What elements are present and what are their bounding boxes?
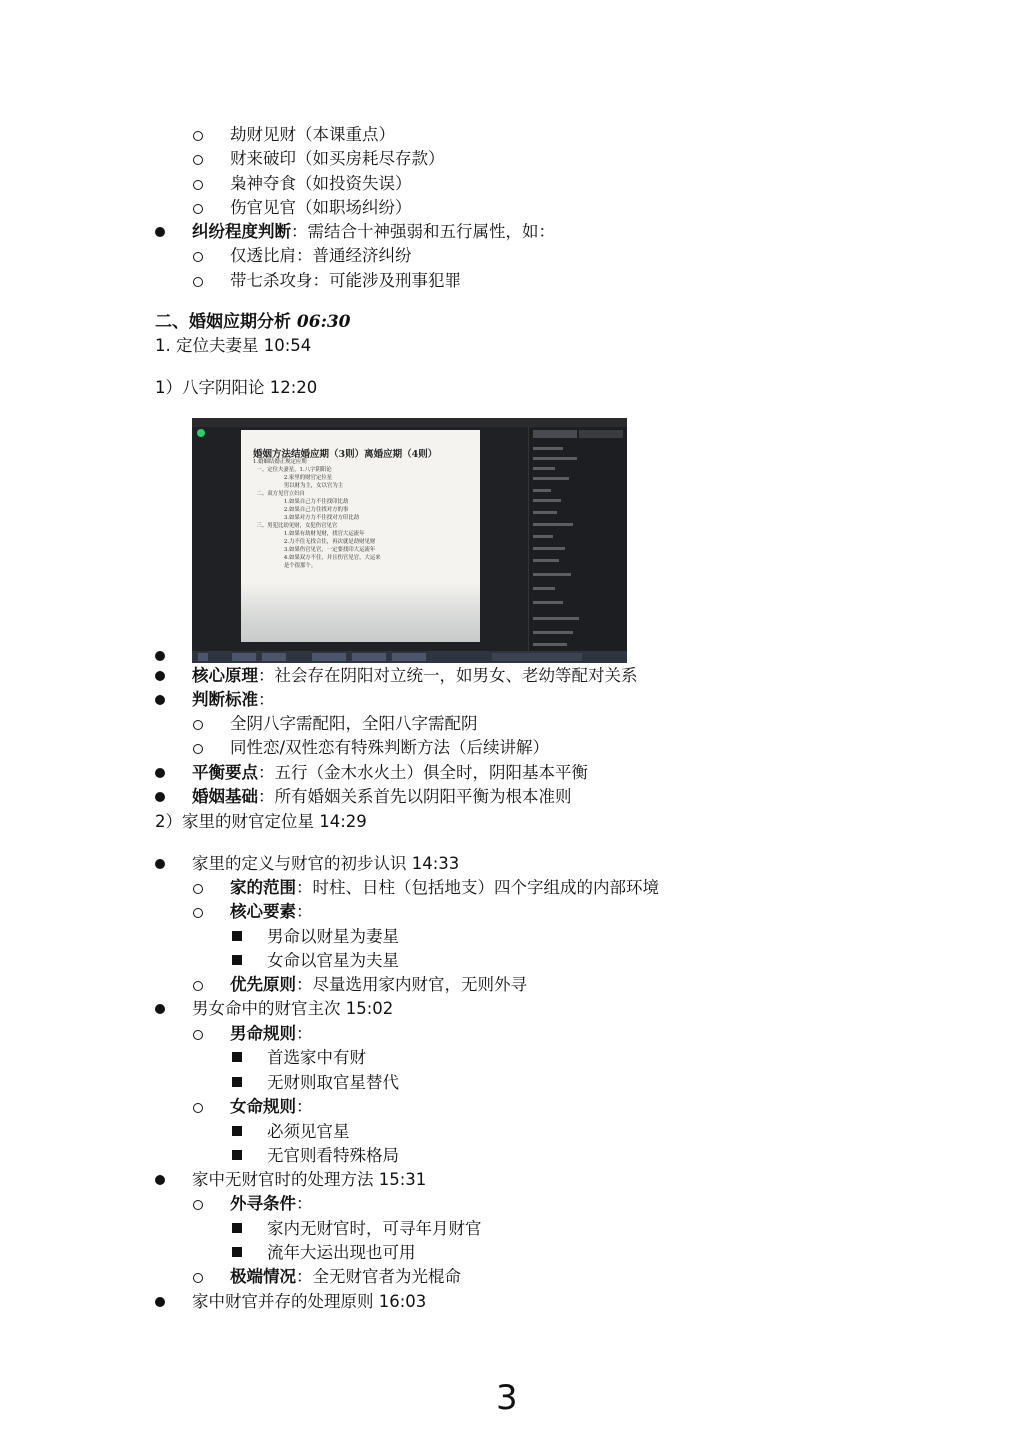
circle-bullet (193, 1273, 203, 1283)
dot-bullet (155, 695, 165, 705)
taskbar-app (352, 653, 386, 661)
list-item (230, 1193, 313, 1215)
list-item: 女命以官星为夫星 (267, 951, 399, 970)
dot-bullet (155, 1004, 165, 1014)
item-label: 极端情况 (230, 1267, 296, 1286)
item-label: 婚姻基础 (192, 787, 258, 806)
circle-bullet (193, 252, 203, 262)
circle-bullet (193, 884, 203, 894)
taskbar (192, 651, 627, 663)
circle-bullet (193, 1030, 203, 1040)
side-panel (528, 427, 627, 653)
dot-bullet (155, 1175, 165, 1185)
square-bullet (232, 931, 242, 941)
panel-row (533, 467, 555, 470)
item-label: 家的范围 (230, 878, 296, 897)
list-item: 全阴八字需配阳，全阳八字需配阴 (230, 714, 478, 733)
item-text: ：社会存在阴阳对立统一，如男女、老幼等配对关系 (258, 666, 638, 685)
list-item: 流年大运出现也可用 (267, 1243, 416, 1262)
list-item (230, 901, 313, 923)
item-text: ：全无财官者为光棍命 (296, 1267, 461, 1286)
item-text: ： (296, 1097, 313, 1116)
circle-bullet (193, 204, 203, 214)
panel-row (533, 457, 577, 460)
list-item: 男命以财星为妻星 (267, 927, 399, 946)
list-item (192, 221, 555, 243)
window-titlebar (192, 418, 627, 427)
lecture-screenshot (192, 418, 627, 663)
dot-bullet (155, 671, 165, 681)
list-item (192, 689, 275, 711)
circle-bullet (193, 155, 203, 165)
list-item (230, 1096, 313, 1118)
list-item: 家中无财官时的处理方法 15:31 (192, 1170, 427, 1189)
list-item: 同性恋/双性恋有特殊判断方法（后续讲解） (230, 738, 550, 757)
list-item: 家里的定义与财官的初步认识 14:33 (192, 854, 460, 873)
list-item (230, 1266, 461, 1288)
circle-bullet (193, 180, 203, 190)
item-label: 判断标准 (192, 690, 258, 709)
panel-row (533, 643, 567, 646)
item-text: ： (258, 690, 275, 709)
lecture-slide (241, 430, 480, 642)
list-item: 必须见官星 (267, 1122, 350, 1141)
taskbar-app (262, 653, 286, 661)
panel-row (533, 489, 551, 492)
panel-row (533, 511, 557, 514)
dot-bullet (155, 859, 165, 869)
list-item (192, 762, 588, 784)
list-item: 带七杀攻身：可能涉及刑事犯罪 (230, 271, 461, 290)
list-item: 无官则看特殊格局 (267, 1146, 399, 1165)
panel-row (533, 587, 555, 590)
item-label: 平衡要点 (192, 763, 258, 782)
item-label: 优先原则 (230, 975, 296, 994)
square-bullet (232, 1247, 242, 1257)
section-title: 二、婚姻应期分析 (155, 312, 297, 332)
panel-row (533, 535, 553, 538)
item-label: 外寻条件 (230, 1194, 296, 1213)
circle-bullet (193, 908, 203, 918)
taskbar-app (232, 653, 256, 661)
item-text: ： (296, 1024, 313, 1043)
panel-row (533, 499, 561, 502)
list-item: 劫财见财（本课重点） (230, 125, 395, 144)
item-label: 核心要素 (230, 902, 296, 921)
square-bullet (232, 1052, 242, 1062)
item-text: ： (296, 902, 313, 921)
panel-row (533, 477, 569, 480)
list-item: 男女命中的财官主次 15:02 (192, 999, 394, 1018)
item-text: ：时柱、日柱（包括地支）四个字组成的内部环境 (296, 878, 659, 897)
panel-tab (579, 430, 623, 438)
status-indicator-icon (197, 429, 205, 437)
list-item: 枭神夺食（如投资失误） (230, 174, 412, 193)
circle-bullet (193, 1200, 203, 1210)
panel-row (533, 523, 573, 526)
square-bullet (232, 1077, 242, 1087)
panel-row (533, 447, 563, 450)
item-label: 女命规则 (230, 1097, 296, 1116)
dot-bullet (155, 651, 165, 661)
taskbar-app (392, 653, 426, 661)
system-tray (492, 653, 582, 661)
subheading: 2）家里的财官定位星 14:29 (155, 812, 367, 831)
list-item (192, 665, 638, 687)
panel-row (533, 617, 579, 620)
start-icon (198, 653, 208, 661)
slide-body: 1.婚姻结婚正规定应期 一、定位夫妻星，1.八字阴阳论 2.家里的财官定位星 男以财为主，女以官为主 二、双方见官立妇自 1.如果自己力不住找印比劫 2.如果自己力住找对方的事 3.如果对方力不住找对方印比劫 三、男犯比劫见财，女犯伤官见官 1.如果有劫财见财，找官大运流年 2.力不住无找合住，再次就是劫财见财 3.如果伤官见官，一定要找印大运流年 4.如果双方不住，并且伤官见官，大运来 是个很那个。 (253, 459, 381, 569)
dot-bullet (155, 768, 165, 778)
list-item (230, 974, 527, 996)
circle-bullet (193, 277, 203, 287)
item-text: ：五行（金木水火土）俱全时，阴阳基本平衡 (258, 763, 588, 782)
item-text: ：尽量选用家内财官，无则外寻 (296, 975, 527, 994)
subheading: 1. 定位夫妻星 10:54 (155, 336, 312, 355)
panel-row (533, 559, 559, 562)
list-item: 首选家中有财 (267, 1048, 366, 1067)
item-label: 纠纷程度判断 (192, 222, 291, 241)
list-item: 财来破印（如买房耗尽存款） (230, 149, 445, 168)
list-item: 无财则取官星替代 (267, 1073, 399, 1092)
panel-row (533, 573, 571, 576)
square-bullet (232, 955, 242, 965)
circle-bullet (193, 720, 203, 730)
panel-row (533, 547, 565, 550)
section-time: 06:30 (296, 312, 351, 332)
item-text: ：需结合十神强弱和五行属性，如： (291, 222, 555, 241)
circle-bullet (193, 744, 203, 754)
item-text: ： (296, 1194, 313, 1213)
slide-title: 婚姻方法结婚应期（3则）离婚应期（4则） (253, 449, 438, 460)
square-bullet (232, 1223, 242, 1233)
dot-bullet (155, 792, 165, 802)
square-bullet (232, 1150, 242, 1160)
list-item: 家内无财官时，可寻年月财官 (267, 1219, 482, 1238)
item-label: 核心原理 (192, 666, 258, 685)
landscape-painting (241, 582, 480, 642)
list-item: 家中财官并存的处理原则 16:03 (192, 1292, 427, 1311)
list-item (230, 1023, 313, 1045)
list-item (192, 786, 572, 808)
item-text: ：所有婚姻关系首先以阴阳平衡为根本准则 (258, 787, 572, 806)
circle-bullet (193, 131, 203, 141)
circle-bullet (193, 1103, 203, 1113)
page-number: 3 (496, 1378, 518, 1418)
list-item: 伤官见官（如职场纠纷） (230, 198, 412, 217)
subheading: 1）八字阴阳论 12:20 (155, 378, 318, 397)
section-heading (155, 311, 351, 333)
panel-row (533, 601, 563, 604)
panel-tab (533, 430, 577, 438)
square-bullet (232, 1126, 242, 1136)
item-label: 男命规则 (230, 1024, 296, 1043)
dot-bullet (155, 227, 165, 237)
circle-bullet (193, 981, 203, 991)
taskbar-app (312, 653, 346, 661)
panel-row (533, 631, 573, 634)
dot-bullet (155, 1297, 165, 1307)
list-item: 仅透比肩：普通经济纠纷 (230, 246, 412, 265)
list-item (230, 877, 659, 899)
